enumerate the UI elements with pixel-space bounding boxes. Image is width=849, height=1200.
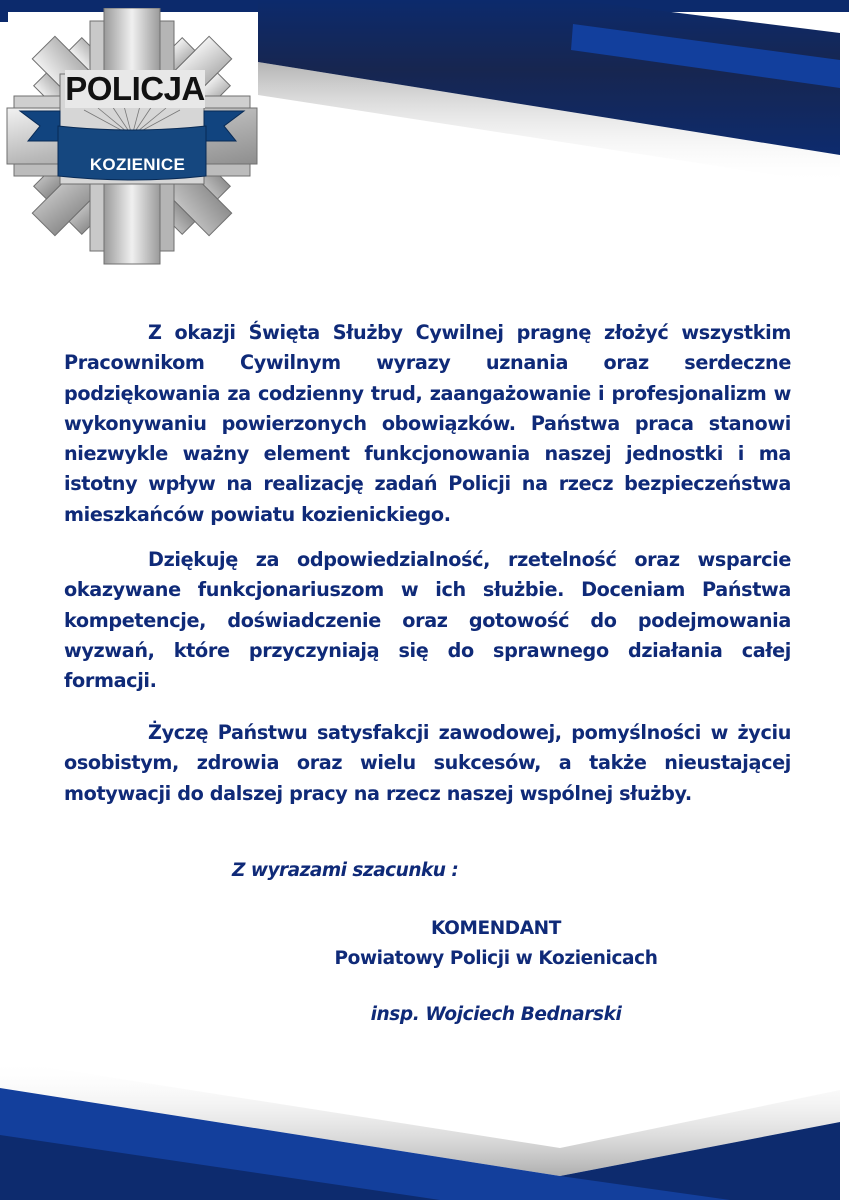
top-band (258, 0, 840, 155)
bottom-band (0, 1088, 730, 1200)
paragraph-text: Z okazji Święta Służby Cywilnej pragnę złożyć wszystkim Pracownikom Cywilnym wyrazy uznania oraz serdeczne podziękowania za codzienny trud, zaangażowanie i profesjonalizm w wykonywaniu powierzonych obowiązków. Państwa praca stanowi niezwykle ważny element funkcjonowania naszej jednostki i ma istotny wpływ na realizację zadań Policji na rzecz bezpieczeństwa mieszkańców powiatu kozienickiego. (64, 321, 791, 526)
signature-title: KOMENDANT (431, 918, 561, 939)
bottom-band-right (470, 1122, 840, 1200)
paragraph-text: Życzę Państwu satysfakcji zawodowej, pomyślności w życiu osobistym, zdrowia oraz wielu sukcesów, a także nieustającej motywacji do dalszej pracy na rzecz naszej wspólnej służby. (64, 721, 791, 805)
signature-unit: Powiatowy Policji w Kozienicach (334, 948, 658, 969)
signature-name: insp. Wojciech Bednarski (370, 1004, 622, 1025)
badge-title: POLICJA (65, 70, 205, 107)
letter-paragraph-1 (64, 318, 791, 530)
top-band-shadow (258, 62, 840, 185)
paragraph-text: Dziękuję za odpowiedzialność, rzetelność oraz wsparcie okazywane funkcjonariuszom w ich służbie. Doceniam Państwa kompetencje, doświadczenie oraz gotowość do podejmowania wyzwań, które przyczyniają się do sprawnego działania całej formacji. (64, 548, 791, 693)
police-badge-logo (5, 8, 260, 266)
letter-paragraph-2 (64, 545, 791, 696)
top-band-stripe (571, 24, 840, 88)
letter-paragraph-3 (64, 718, 791, 809)
bottom-band-dark (0, 1135, 440, 1200)
badge-city: KOZIENICE (89, 155, 186, 174)
bottom-band-shadow (0, 1060, 840, 1176)
police-star-badge-icon (5, 8, 260, 266)
closing-salutation: Z wyrazami szacunku : (232, 860, 459, 881)
